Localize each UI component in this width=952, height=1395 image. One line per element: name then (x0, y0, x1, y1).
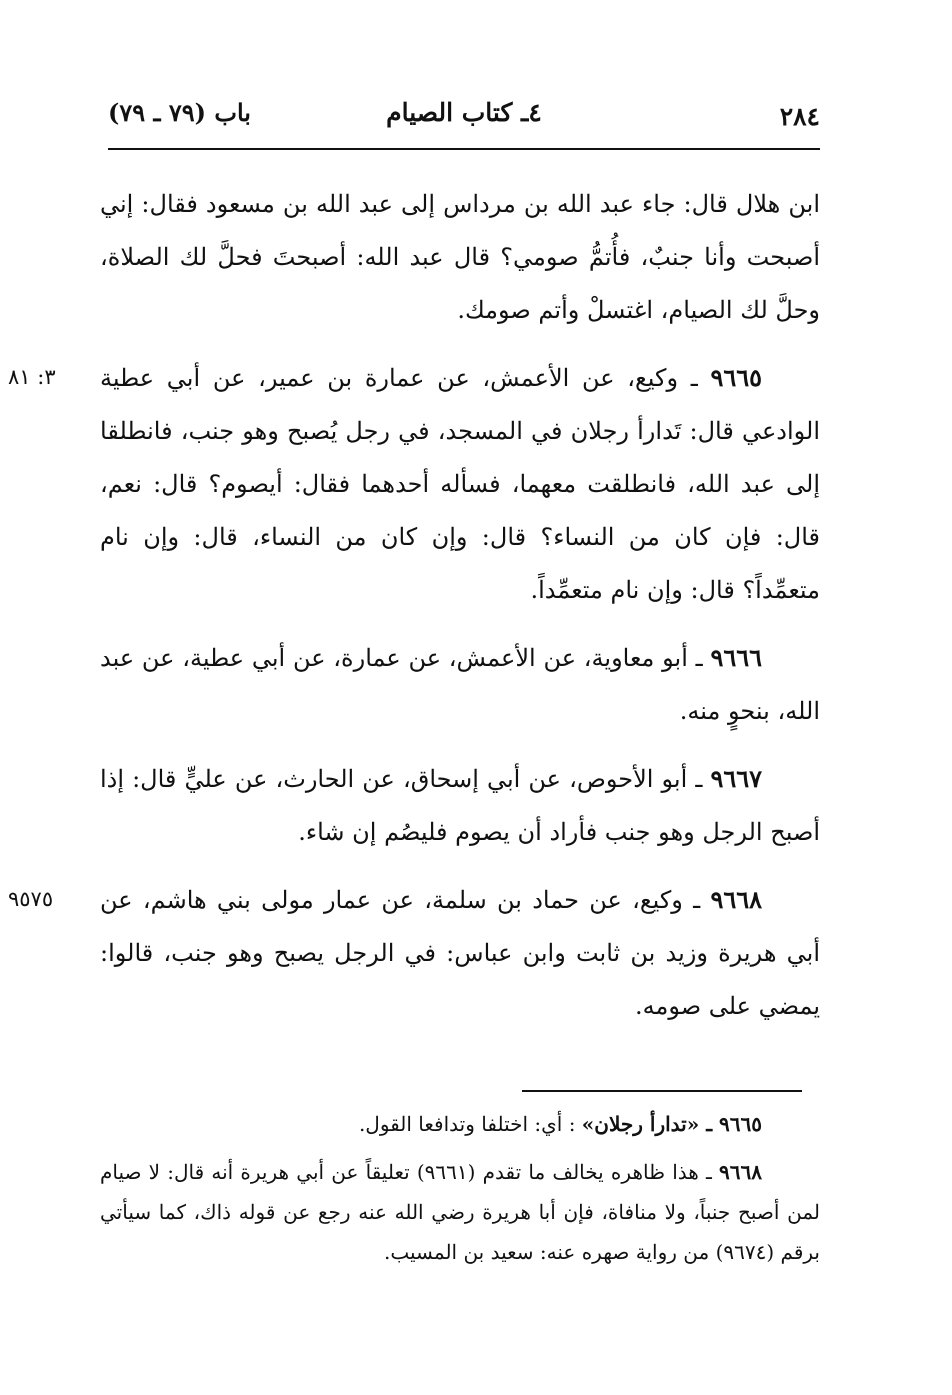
hadith-number: ٩٦٦٨ (710, 885, 762, 914)
chapter-reference: باب (٧٩ ـ ٧٩) (108, 98, 251, 127)
hadith-text: ـ وكيع، عن حماد بن سلمة، عن عمار مولى بني هاشم، عن أبي هريرة وزيد بن ثابت وابن عباس: في الرجل يصبح وهو جنب، قالوا: يمضي على صومه. (100, 886, 820, 1020)
hadith-paragraph (100, 351, 820, 617)
hadith-number: ٩٦٦٥ (710, 363, 762, 392)
hadith-entry (100, 631, 820, 738)
book-title: ٤ـ كتاب الصيام (386, 98, 542, 127)
main-text (8, 178, 820, 1033)
hadith-entry (100, 752, 820, 859)
hadith-number: ٩٦٦٧ (710, 764, 762, 793)
hadith-text: ـ أبو معاوية، عن الأعمش، عن عمارة، عن أبي عطية، عن عبد الله، بنحوٍ منه. (100, 644, 820, 725)
hadith-paragraph (100, 631, 820, 738)
page-number: ٢٨٤ (779, 102, 820, 131)
footnote-separator (522, 1090, 802, 1092)
header-rule (108, 148, 820, 150)
footnote-number: ٩٦٦٥ (719, 1112, 762, 1136)
hadith-text: ـ وكيع، عن الأعمش، عن عمارة بن عمير، عن أبي عطية الوادعي قال: تَدارأ رجلان في المسجد، في رجل يُصبح وهو جنب، فانطلقا إلى عبد الله، فانطلقت معهما، فسأله أحدهما فقال: أيصوم؟ قال: نعم، قال: فإن كان من النساء؟ قال: وإن كان من النساء، قال: وإن نام متعمِّداً؟ قال: وإن نام متعمِّداً. (100, 364, 820, 604)
hadith-entry (8, 873, 820, 1033)
margin-reference: ٣: ٨١ (8, 365, 56, 389)
hadith-paragraph (100, 752, 820, 859)
page-header (108, 92, 820, 150)
footnote-text: ـ هذا ظاهره يخالف ما تقدم (٩٦٦١) تعليقاً عن أبي هريرة أنه قال: لا صيام لمن أصبح جنباً، ولا منافاة، فإن أبا هريرة رضي الله عنه رجع عن قوله ذاك، كما سيأتي برقم (٩٦٧٤) من رواية صهره عنه: سعيد بن المسيب. (100, 1160, 820, 1264)
hadith-entry (8, 351, 820, 617)
hadith-number: ٩٦٦٦ (710, 643, 762, 672)
hadith-paragraph (100, 873, 820, 1033)
hadith-text: ـ أبو الأحوص، عن أبي إسحاق، عن الحارث، عن عليٍّ قال: إذا أصبح الرجل وهو جنب فأراد أن يصوم فليصُم إن شاء. (100, 765, 820, 846)
footnote (100, 1104, 820, 1144)
footnote-quote: ـ «تدارأ رجلان» (581, 1112, 720, 1136)
margin-reference: ٩٥٧٥ (8, 887, 54, 911)
footnote-number: ٩٦٦٨ (719, 1160, 762, 1184)
footnote (100, 1152, 820, 1272)
footnote-text: : أي: اختلفا وتدافعا القول. (358, 1112, 582, 1136)
footnotes (100, 1104, 820, 1280)
continuation-paragraph: ابن هلال قال: جاء عبد الله بن مرداس إلى عبد الله بن مسعود فقال: إني أصبحت وأنا جنبٌ، فأُتمُّ صومي؟ قال عبد الله: أصبحتَ فحلَّ لك الصلاة، وحلَّ لك الصيام، اغتسلْ وأتم صومك. (100, 190, 820, 324)
